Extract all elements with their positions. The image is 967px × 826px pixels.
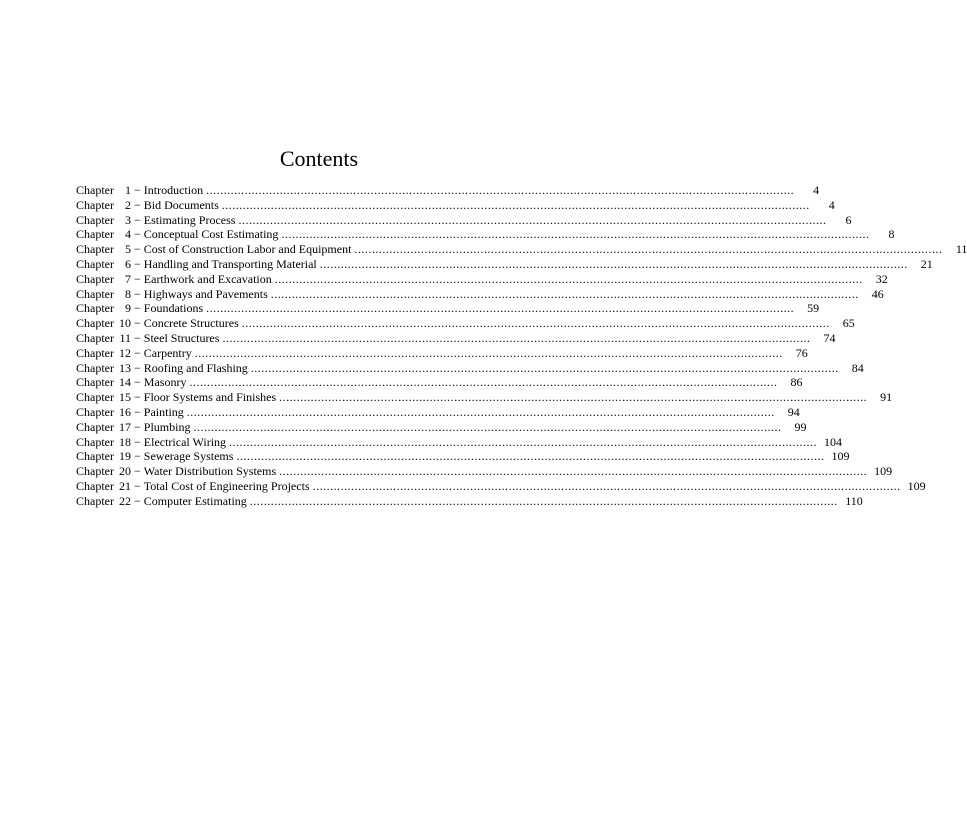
chapter-word: Chapter bbox=[76, 345, 114, 360]
chapter-page-number: 59 bbox=[807, 301, 820, 316]
chapter-separator: − bbox=[131, 404, 144, 419]
table-of-contents bbox=[76, 183, 967, 509]
chapter-number: 22 bbox=[119, 493, 131, 508]
chapter-separator: − bbox=[131, 301, 144, 316]
chapter-page-number: 109 bbox=[831, 449, 850, 464]
toc-chapter-label bbox=[76, 198, 144, 213]
chapter-number: 12 bbox=[119, 345, 131, 360]
chapter-word: Chapter bbox=[76, 478, 114, 493]
chapter-title: Estimating Process bbox=[143, 212, 236, 227]
chapter-separator: − bbox=[131, 212, 144, 227]
toc-entry bbox=[76, 256, 933, 272]
chapter-word: Chapter bbox=[76, 227, 114, 242]
chapter-word: Chapter bbox=[76, 330, 114, 345]
chapter-page-number: 4 bbox=[828, 197, 835, 212]
chapter-separator: − bbox=[131, 345, 144, 360]
toc-entry bbox=[76, 478, 926, 494]
dot-leader bbox=[193, 420, 781, 435]
chapter-title: Highways and Pavements bbox=[143, 286, 268, 301]
chapter-page-number: 99 bbox=[794, 419, 807, 434]
chapter-word: Chapter bbox=[76, 212, 114, 227]
chapter-title: Introduction bbox=[143, 183, 204, 197]
chapter-number: 18 bbox=[119, 434, 131, 449]
chapter-title: Cost of Construction Labor and Equipment bbox=[143, 242, 352, 257]
chapter-separator: − bbox=[131, 478, 144, 493]
chapter-number: 16 bbox=[119, 404, 131, 419]
chapter-number: 2 bbox=[125, 197, 131, 212]
chapter-word: Chapter bbox=[76, 256, 114, 271]
chapter-page-number: 6 bbox=[845, 212, 852, 227]
chapter-page-number: 65 bbox=[842, 316, 855, 331]
chapter-title: Conceptual Cost Estimating bbox=[143, 227, 279, 242]
chapter-number: 13 bbox=[119, 360, 131, 375]
chapter-number: 4 bbox=[125, 227, 131, 242]
chapter-word: Chapter bbox=[76, 375, 114, 390]
dot-leader bbox=[320, 257, 908, 272]
chapter-page-number: 8 bbox=[888, 227, 895, 242]
chapter-title: Concrete Structures bbox=[143, 316, 239, 331]
toc-chapter-label bbox=[76, 257, 144, 272]
toc-chapter-label bbox=[76, 346, 144, 361]
chapter-page-number: 4 bbox=[813, 183, 820, 197]
chapter-separator: − bbox=[131, 271, 144, 286]
chapter-page-number: 91 bbox=[880, 390, 893, 405]
chapter-page-number: 109 bbox=[907, 478, 926, 493]
dot-leader bbox=[189, 375, 777, 390]
chapter-word: Chapter bbox=[76, 301, 114, 316]
chapter-page-number: 21 bbox=[920, 256, 933, 271]
toc-chapter-label bbox=[76, 183, 144, 198]
chapter-page-number: 46 bbox=[871, 286, 884, 301]
toc-entry bbox=[76, 330, 836, 346]
chapter-title: Handling and Transporting Material bbox=[143, 256, 317, 271]
chapter-separator: − bbox=[131, 419, 144, 434]
toc-chapter-label bbox=[76, 227, 144, 242]
toc-chapter-label bbox=[76, 390, 144, 405]
chapter-title: Electrical Wiring bbox=[143, 434, 227, 449]
chapter-separator: − bbox=[131, 390, 144, 405]
chapter-title: Masonry bbox=[143, 375, 187, 390]
chapter-separator: − bbox=[131, 227, 144, 242]
chapter-number: 3 bbox=[125, 212, 131, 227]
dot-leader bbox=[195, 346, 783, 361]
chapter-page-number: 11 bbox=[955, 242, 967, 257]
dot-leader bbox=[229, 435, 817, 450]
chapter-number: 19 bbox=[119, 449, 131, 464]
toc-chapter-label bbox=[76, 213, 144, 228]
dot-leader bbox=[222, 331, 810, 346]
toc-entry bbox=[76, 197, 835, 213]
chapter-page-number: 104 bbox=[824, 434, 843, 449]
dot-leader bbox=[187, 405, 775, 420]
dot-leader bbox=[251, 361, 839, 376]
chapter-number: 9 bbox=[125, 301, 131, 316]
chapter-word: Chapter bbox=[76, 183, 114, 197]
toc-chapter-label bbox=[76, 494, 144, 509]
chapter-word: Chapter bbox=[76, 197, 114, 212]
toc-chapter-label bbox=[76, 316, 144, 331]
chapter-number: 21 bbox=[119, 478, 131, 493]
chapter-word: Chapter bbox=[76, 360, 114, 375]
chapter-word: Chapter bbox=[76, 419, 114, 434]
toc-chapter-label bbox=[76, 287, 144, 302]
chapter-title: Carpentry bbox=[143, 345, 192, 360]
chapter-title: Painting bbox=[143, 404, 184, 419]
toc-chapter-label bbox=[76, 272, 144, 287]
chapter-separator: − bbox=[131, 375, 144, 390]
toc-chapter-label bbox=[76, 361, 144, 376]
chapter-number: 11 bbox=[119, 330, 131, 345]
dot-leader bbox=[206, 183, 794, 198]
dot-leader bbox=[281, 227, 869, 242]
toc-entry bbox=[76, 301, 820, 316]
toc-entry bbox=[76, 419, 807, 435]
dot-leader bbox=[250, 494, 838, 509]
chapter-title: Water Distribution Systems bbox=[143, 464, 277, 479]
dot-leader bbox=[242, 316, 830, 331]
chapter-title: Earthwork and Excavation bbox=[143, 271, 272, 286]
chapter-page-number: 74 bbox=[823, 330, 836, 345]
dot-leader bbox=[238, 213, 826, 228]
toc-chapter-label bbox=[76, 331, 144, 346]
chapter-word: Chapter bbox=[76, 271, 114, 286]
chapter-word: Chapter bbox=[76, 449, 114, 464]
chapter-number: 10 bbox=[119, 316, 131, 331]
chapter-separator: − bbox=[131, 360, 144, 375]
chapter-separator: − bbox=[131, 183, 144, 197]
toc-entry bbox=[76, 286, 884, 302]
chapter-number: 1 bbox=[125, 183, 131, 197]
toc-entry bbox=[76, 242, 967, 257]
dot-leader bbox=[236, 449, 824, 464]
chapter-number: 6 bbox=[125, 256, 131, 271]
toc-entry bbox=[76, 271, 888, 287]
dot-leader bbox=[279, 464, 867, 479]
chapter-number: 7 bbox=[125, 271, 131, 286]
chapter-separator: − bbox=[131, 256, 144, 271]
chapter-word: Chapter bbox=[76, 390, 114, 405]
chapter-separator: − bbox=[131, 449, 144, 464]
toc-chapter-label bbox=[76, 479, 144, 494]
chapter-page-number: 86 bbox=[790, 375, 803, 390]
chapter-page-number: 76 bbox=[795, 345, 808, 360]
dot-leader bbox=[206, 301, 794, 316]
chapter-page-number: 32 bbox=[875, 271, 888, 286]
toc-chapter-label bbox=[76, 435, 144, 450]
dot-leader bbox=[313, 479, 901, 494]
dot-leader bbox=[354, 242, 942, 257]
chapter-word: Chapter bbox=[76, 434, 114, 449]
chapter-title: Total Cost of Engineering Projects bbox=[143, 478, 310, 493]
toc-chapter-label bbox=[76, 375, 144, 390]
chapter-separator: − bbox=[131, 242, 144, 257]
chapter-separator: − bbox=[131, 197, 144, 212]
chapter-separator: − bbox=[131, 286, 144, 301]
chapter-page-number: 94 bbox=[787, 404, 800, 419]
chapter-number: 14 bbox=[119, 375, 131, 390]
toc-entry bbox=[76, 212, 852, 228]
chapter-number: 20 bbox=[119, 464, 131, 479]
toc-entry bbox=[76, 404, 800, 420]
chapter-number: 8 bbox=[125, 286, 131, 301]
chapter-page-number: 84 bbox=[851, 360, 864, 375]
toc-entry bbox=[76, 227, 895, 242]
chapter-page-number: 109 bbox=[874, 464, 893, 479]
dot-leader bbox=[275, 272, 863, 287]
chapter-number: 5 bbox=[125, 242, 131, 257]
toc-entry bbox=[76, 449, 850, 464]
chapter-separator: − bbox=[131, 464, 144, 479]
toc-chapter-label bbox=[76, 420, 144, 435]
chapter-number: 17 bbox=[119, 419, 131, 434]
dot-leader bbox=[279, 390, 867, 405]
chapter-title: Bid Documents bbox=[143, 197, 219, 212]
chapter-title: Computer Estimating bbox=[143, 493, 247, 508]
chapter-separator: − bbox=[131, 316, 144, 331]
toc-entry bbox=[76, 360, 864, 376]
chapter-title: Foundations bbox=[143, 301, 204, 316]
toc-chapter-label bbox=[76, 449, 144, 464]
dot-leader bbox=[222, 198, 810, 213]
chapter-title: Plumbing bbox=[143, 419, 191, 434]
chapter-separator: − bbox=[131, 493, 144, 508]
chapter-title: Roofing and Flashing bbox=[143, 360, 248, 375]
chapter-separator: − bbox=[131, 434, 144, 449]
chapter-title: Floor Systems and Finishes bbox=[143, 390, 277, 405]
toc-entry bbox=[76, 183, 820, 198]
chapter-title: Steel Structures bbox=[143, 330, 220, 345]
toc-entry bbox=[76, 375, 803, 390]
chapter-number: 15 bbox=[119, 390, 131, 405]
chapter-page-number: 110 bbox=[845, 493, 863, 508]
toc-entry bbox=[76, 493, 863, 509]
toc-chapter-label bbox=[76, 405, 144, 420]
toc-entry bbox=[76, 434, 843, 450]
chapter-word: Chapter bbox=[76, 286, 114, 301]
chapter-word: Chapter bbox=[76, 464, 114, 479]
chapter-separator: − bbox=[131, 330, 144, 345]
chapter-word: Chapter bbox=[76, 242, 114, 257]
toc-entry bbox=[76, 345, 808, 361]
page-title: Contents bbox=[279, 146, 359, 171]
dot-leader bbox=[271, 287, 859, 302]
toc-chapter-label bbox=[76, 464, 144, 479]
chapter-word: Chapter bbox=[76, 404, 114, 419]
chapter-word: Chapter bbox=[76, 493, 114, 508]
toc-entry bbox=[76, 316, 855, 331]
chapter-word: Chapter bbox=[76, 316, 114, 331]
toc-entry bbox=[76, 390, 893, 405]
toc-chapter-label bbox=[76, 242, 144, 257]
toc-entry bbox=[76, 464, 893, 479]
chapter-title: Sewerage Systems bbox=[143, 449, 234, 464]
toc-chapter-label bbox=[76, 301, 144, 316]
